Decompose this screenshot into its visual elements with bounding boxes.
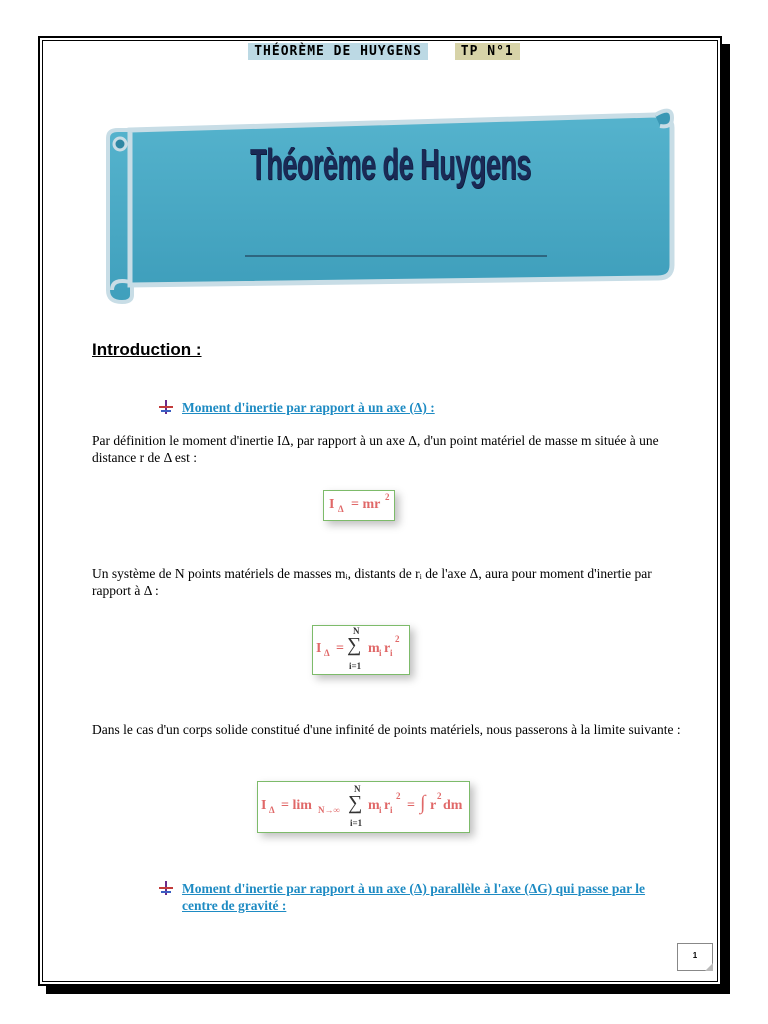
title-banner [100, 100, 680, 305]
formula3-lhs: I [261, 798, 267, 813]
formula2-term-m: m [368, 641, 380, 656]
scroll-banner-graphic [100, 100, 680, 305]
formula-system-inertia [312, 625, 410, 675]
formula1-sub: Δ [338, 504, 344, 514]
formula3-sigma: ∑ [348, 792, 363, 814]
formula3-term-m-sub: i [379, 805, 382, 815]
formula2-sum-lower: i=1 [349, 661, 362, 671]
formula-limit-integral [257, 781, 470, 833]
introduction-heading: Introduction : [92, 340, 202, 359]
banner-title [100, 140, 680, 190]
formula1-lhs: I [329, 497, 335, 512]
section-bullet-1 [158, 399, 435, 416]
formula3-term-r-sub: i [390, 805, 393, 815]
formula2-sigma: ∑ [347, 634, 362, 656]
formula3-sub: Δ [269, 805, 275, 815]
header-tp-number: TP N°1 [455, 43, 520, 60]
formula3-sup: 2 [396, 791, 401, 801]
formula3-term-m: m [368, 798, 380, 813]
running-header [0, 44, 768, 59]
header-title: THÉORÈME DE HUYGENS [248, 43, 428, 60]
pushpin-bullet-icon [158, 400, 174, 414]
page-number: 1 [677, 943, 713, 971]
banner-title-text: Théorème de Huygens [249, 140, 531, 189]
formula2-sup: 2 [395, 634, 400, 644]
pushpin-bullet-icon [158, 881, 174, 895]
formula3-r: r [430, 798, 437, 813]
formula3-eq2: = [407, 798, 415, 813]
formula-point-inertia [323, 490, 395, 521]
formula3-term-r: r [384, 798, 391, 813]
section-1-heading: Moment d'inertie par rapport à un axe (Δ) : [182, 400, 435, 415]
paragraph-system: Un système de N points matériels de masses mᵢ, distants de rᵢ de l'axe Δ, aura pour moment d'inertie par rapport à Δ : [92, 566, 652, 598]
section-bullet-2 [158, 880, 668, 914]
paragraph-definition: Par définition le moment d'inertie IΔ, par rapport à un axe Δ, d'un point matériel de masse m située à une distance r de Δ est : [92, 433, 659, 465]
formula2-lhs: I [316, 641, 322, 656]
formula2-eq: = [336, 641, 344, 656]
formula2-term-r: r [384, 641, 391, 656]
formula3-lim: = lim [281, 798, 312, 813]
formula3-r-sup: 2 [437, 791, 442, 801]
section-2-heading: Moment d'inertie par rapport à un axe (Δ) parallèle à l'axe (ΔG) qui passe par le centre de gravité : [182, 881, 646, 913]
formula2-sub: Δ [324, 648, 330, 658]
formula2-term-r-sub: i [390, 648, 393, 658]
formula3-dm: dm [443, 798, 463, 813]
formula3-integral: ∫ [420, 792, 426, 814]
paragraph-solid-body: Dans le cas d'un corps solide constitué d'une infinité de points matériels, nous passerons à la limite suivante : [92, 722, 681, 737]
formula3-sum-lower: i=1 [350, 818, 363, 828]
formula2-term-m-sub: i [379, 648, 382, 658]
formula1-sup: 2 [385, 492, 390, 502]
formula1-rhs: = mr [351, 497, 381, 512]
formula2-sum-upper: N [353, 626, 360, 636]
formula3-lim-sub: N→∞ [318, 805, 340, 815]
formula3-sum-upper: N [354, 784, 361, 794]
